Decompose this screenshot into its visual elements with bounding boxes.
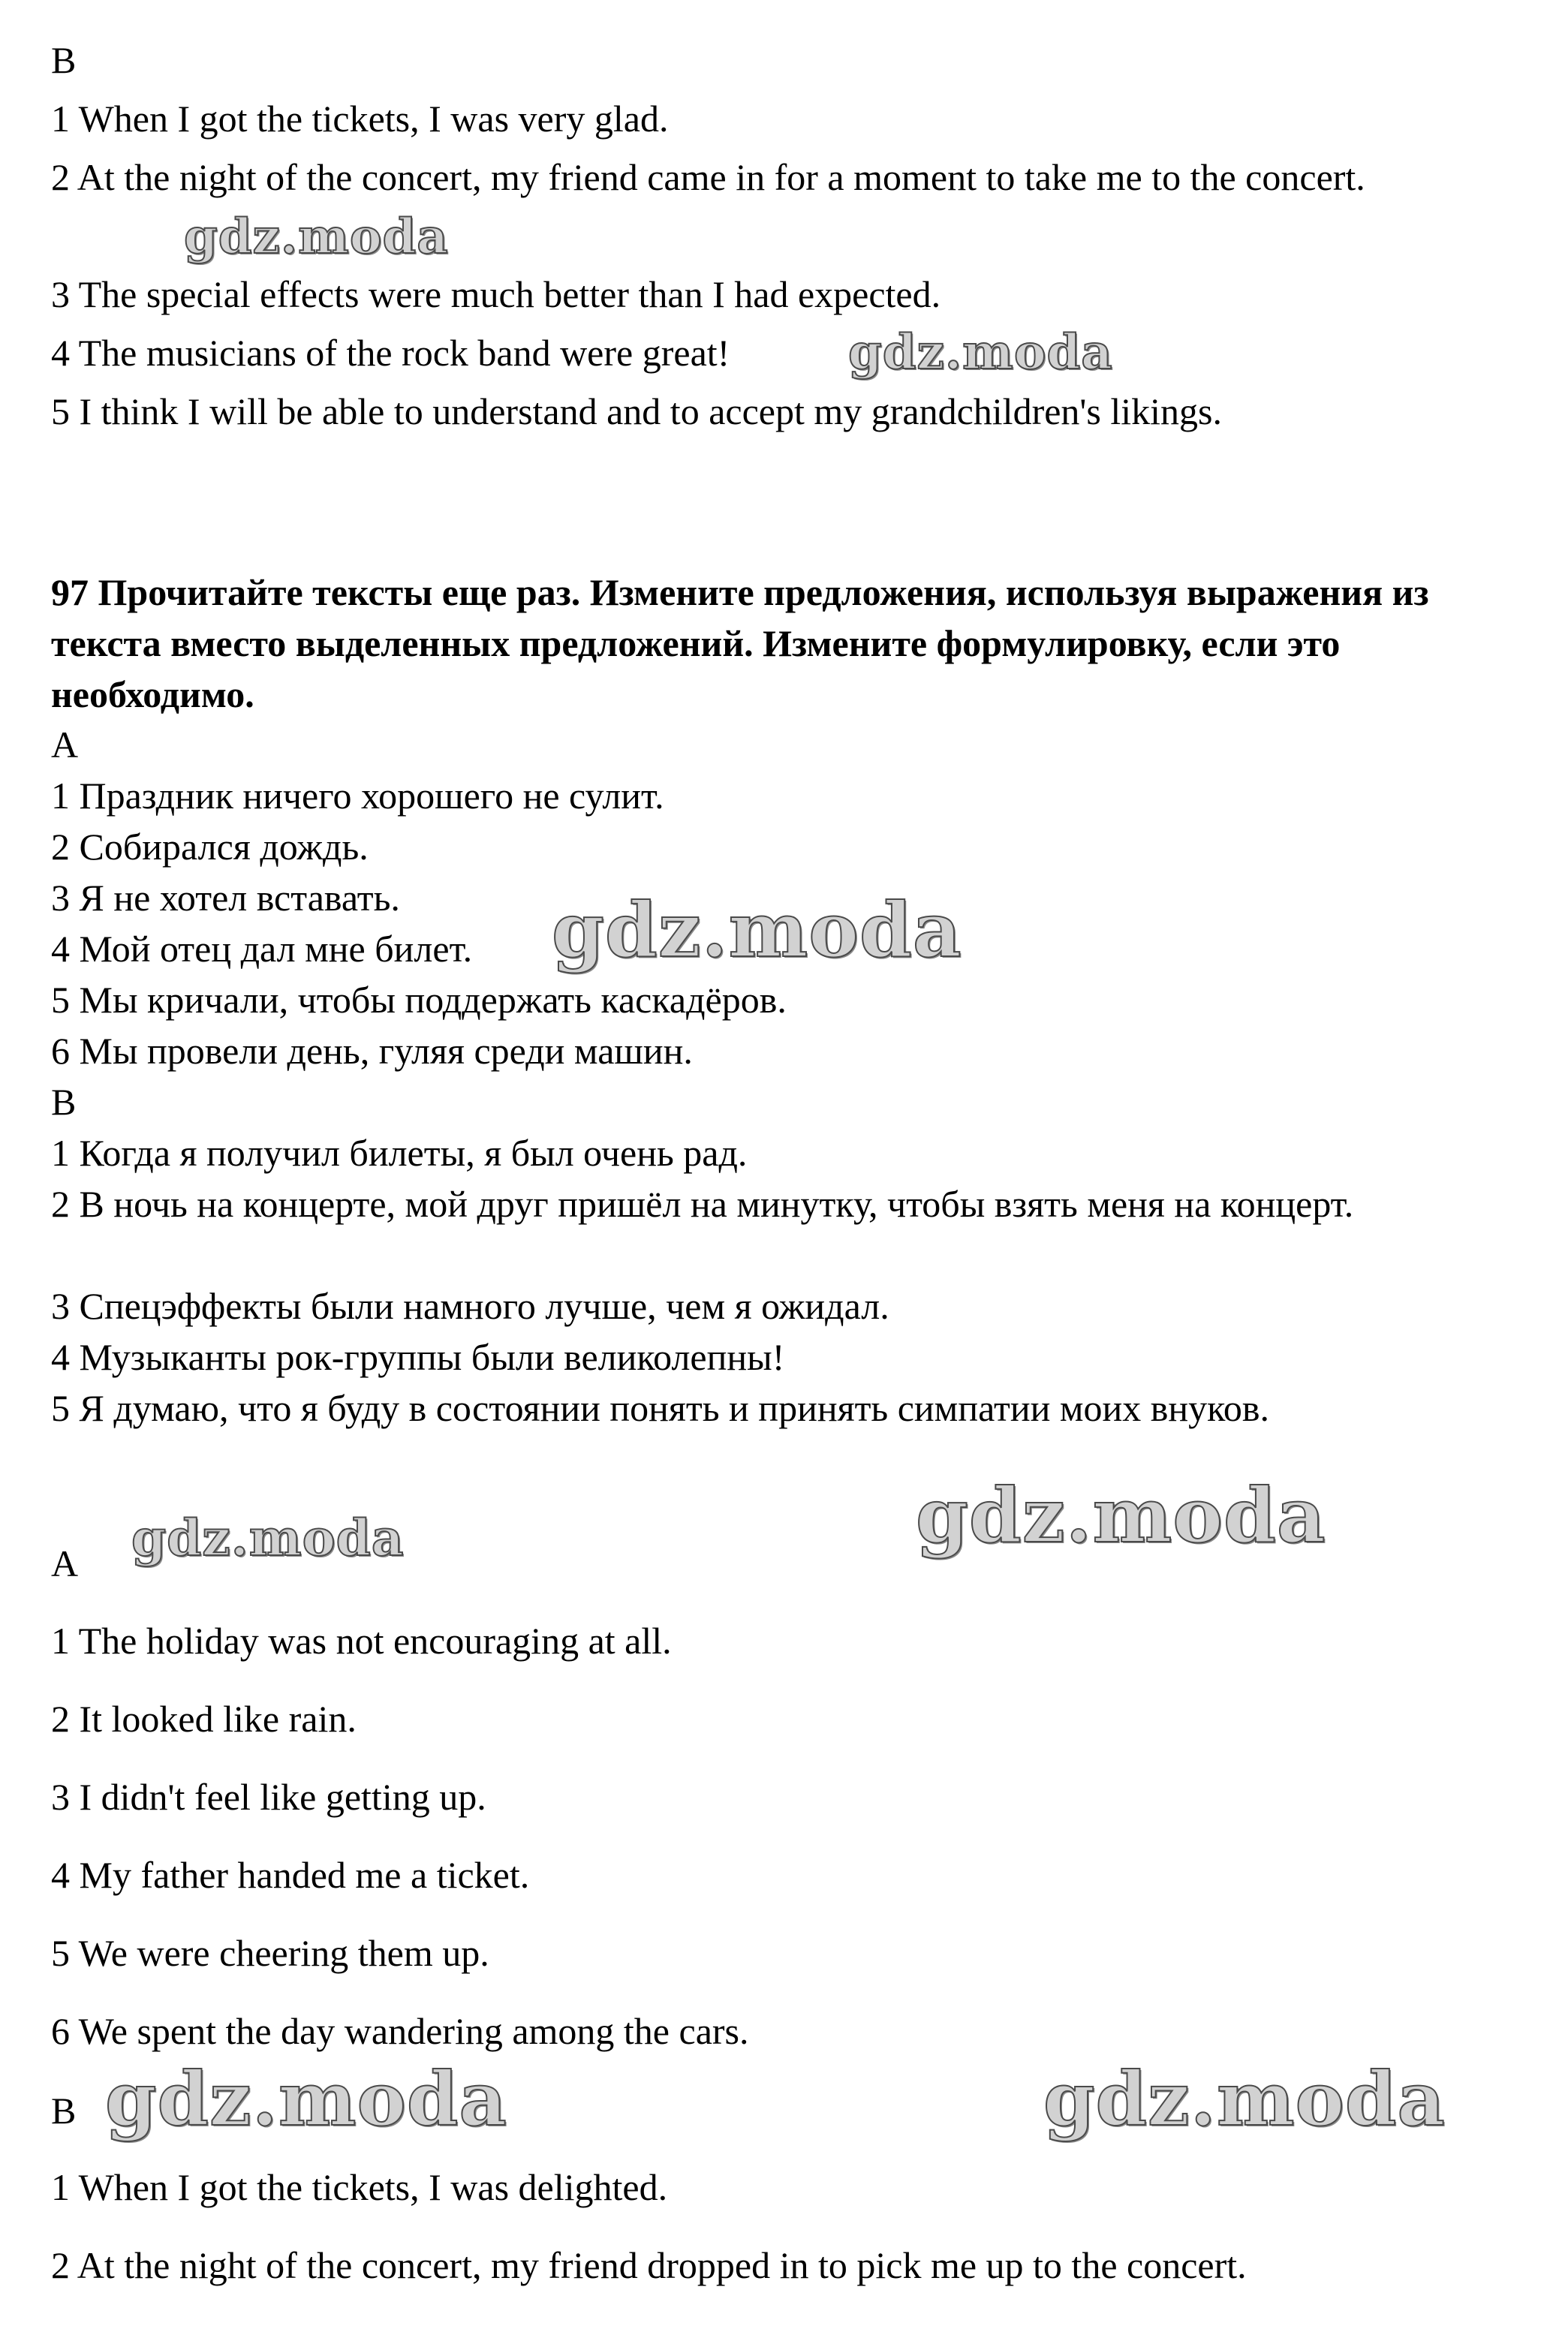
answer-line: 4 The musicians of the rock band were great! <box>51 332 730 374</box>
section-label-b: B <box>51 39 77 81</box>
answer-line: 4 Музыканты рок-группы были великолепны! <box>51 1336 785 1378</box>
answer-line: 1 The holiday was not encouraging at all. <box>51 1620 672 1662</box>
answer-line: 4 Мой отец дал мне билет. <box>51 928 473 970</box>
watermark: gdz.moda <box>131 1509 405 1567</box>
watermark: gdz.moda <box>916 1471 1326 1560</box>
answer-line: 2 It looked like rain. <box>51 1698 357 1740</box>
watermark: gdz.moda <box>848 324 1113 381</box>
answer-line: 2 At the night of the concert, my friend came in for a moment to take me to the concert. <box>51 156 1365 198</box>
answer-line: 6 Мы провели день, гуляя среди машин. <box>51 1030 693 1072</box>
section-label-a: A <box>51 724 79 766</box>
task-heading: 97 Прочитайте тексты еще раз. Измените предложения, используя выражения из текста вместо выделенных предложений. Измените формулировку, если это необходимо. <box>51 571 1429 715</box>
answer-line: 6 We spent the day wandering among the cars. <box>51 2010 749 2052</box>
answer-line: 1 Праздник ничего хорошего не сулит. <box>51 775 664 817</box>
answer-line: 5 I think I will be able to understand and to accept my grandchildren's likings. <box>51 390 1223 432</box>
answer-line: 3 Спецэффекты были намного лучше, чем я ожидал. <box>51 1285 889 1327</box>
answer-line: 2 At the night of the concert, my friend dropped in to pick me up to the concert. <box>51 2244 1247 2286</box>
section-label-b: B <box>51 2090 77 2132</box>
answer-line: 2 В ночь на концерте, мой друг пришёл на минутку, чтобы взять меня на концерт. <box>51 1183 1354 1225</box>
answer-line: 3 The special effects were much better than I had expected. <box>51 273 941 315</box>
answer-line: 3 Я не хотел вставать. <box>51 877 400 919</box>
answer-line: 5 Мы кричали, чтобы поддержать каскадёров. <box>51 979 787 1021</box>
answer-line: 1 When I got the tickets, I was delighted. <box>51 2166 668 2208</box>
answer-line: 5 Я думаю, что я буду в состоянии понять и принять симпатии моих внуков. <box>51 1387 1269 1429</box>
answer-line: 2 Собирался дождь. <box>51 826 369 868</box>
answer-line: 5 We were cheering them up. <box>51 1932 489 1974</box>
watermark: gdz.moda <box>105 2057 507 2143</box>
watermark: gdz.moda <box>552 886 962 974</box>
answer-line: 3 I didn't feel like getting up. <box>51 1776 486 1818</box>
answer-line: 4 My father handed me a ticket. <box>51 1854 530 1896</box>
section-label-a: A <box>51 1542 79 1584</box>
watermark: gdz.moda <box>184 209 449 265</box>
section-label-b: B <box>51 1081 77 1123</box>
answer-line: 1 Когда я получил билеты, я был очень рад. <box>51 1132 748 1174</box>
watermark: gdz.moda <box>1043 2057 1446 2143</box>
answer-line: 1 When I got the tickets, I was very glad. <box>51 98 669 140</box>
